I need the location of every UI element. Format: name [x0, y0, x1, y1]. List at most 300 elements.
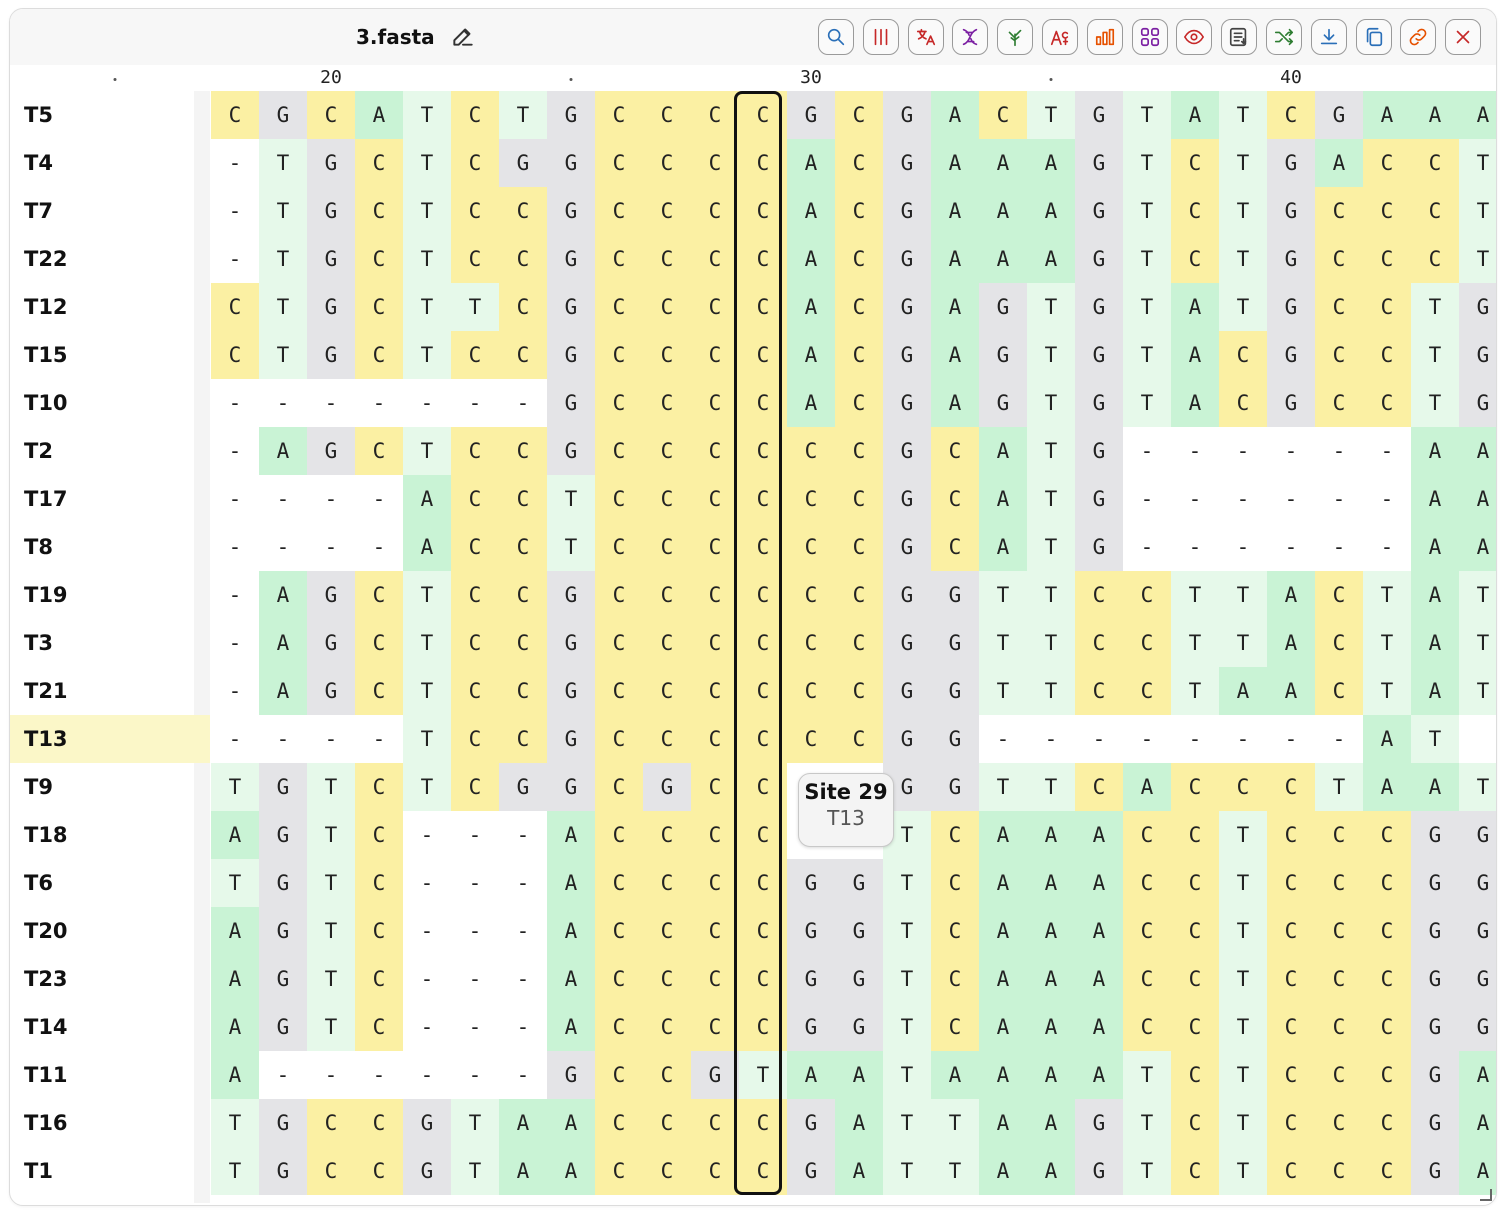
base-cell[interactable]: C	[1363, 235, 1411, 283]
base-cell[interactable]: G	[1459, 1003, 1496, 1051]
base-cell[interactable]: C	[691, 523, 739, 571]
base-cell[interactable]: A	[979, 427, 1027, 475]
base-cell[interactable]: A	[547, 1099, 595, 1147]
base-cell[interactable]: A	[787, 1051, 835, 1099]
base-cell[interactable]: T	[403, 187, 451, 235]
base-cell[interactable]: T	[1027, 283, 1075, 331]
base-cell[interactable]: G	[547, 283, 595, 331]
base-cell[interactable]: A	[211, 811, 259, 859]
base-cell[interactable]: C	[595, 1099, 643, 1147]
base-cell[interactable]: G	[787, 955, 835, 1003]
base-cell[interactable]: T	[1027, 331, 1075, 379]
base-cell[interactable]: A	[1171, 91, 1219, 139]
base-cell[interactable]: T	[1123, 1099, 1171, 1147]
base-cell[interactable]: A	[979, 523, 1027, 571]
base-cell[interactable]: C	[835, 235, 883, 283]
base-cell[interactable]: G	[1459, 283, 1496, 331]
base-cell[interactable]: A	[547, 1147, 595, 1195]
base-cell[interactable]: T	[1219, 139, 1267, 187]
base-cell[interactable]: C	[1363, 1147, 1411, 1195]
base-cell[interactable]: C	[835, 571, 883, 619]
base-cell[interactable]: C	[355, 763, 403, 811]
base-cell[interactable]: C	[643, 955, 691, 1003]
base-cell[interactable]: C	[355, 187, 403, 235]
base-cell[interactable]: -	[1219, 523, 1267, 571]
base-cell[interactable]: A	[1411, 427, 1459, 475]
base-cell[interactable]: -	[451, 955, 499, 1003]
base-cell[interactable]: C	[691, 859, 739, 907]
base-cell[interactable]: G	[787, 1003, 835, 1051]
base-cell[interactable]: A	[979, 235, 1027, 283]
base-cell[interactable]: -	[1363, 475, 1411, 523]
base-cell[interactable]: A	[979, 859, 1027, 907]
base-cell[interactable]: C	[595, 955, 643, 1003]
base-cell[interactable]: C	[355, 1099, 403, 1147]
base-cell[interactable]: A	[1363, 763, 1411, 811]
base-cell[interactable]: A	[1027, 859, 1075, 907]
base-cell[interactable]: C	[1315, 907, 1363, 955]
base-cell[interactable]: A	[979, 1099, 1027, 1147]
base-cell[interactable]: A	[547, 811, 595, 859]
base-cell[interactable]: A	[1411, 667, 1459, 715]
download-icon[interactable]	[1311, 19, 1347, 55]
base-cell[interactable]: -	[403, 1051, 451, 1099]
base-cell[interactable]: -	[499, 859, 547, 907]
base-cell[interactable]: C	[643, 187, 691, 235]
base-cell[interactable]: T	[307, 955, 355, 1003]
base-cell[interactable]: C	[643, 859, 691, 907]
grid-icon[interactable]	[1132, 19, 1168, 55]
base-cell[interactable]: T	[403, 763, 451, 811]
base-cell[interactable]: C	[595, 1003, 643, 1051]
base-cell[interactable]: T	[1219, 1003, 1267, 1051]
base-cell[interactable]: C	[739, 379, 787, 427]
base-cell[interactable]: C	[835, 139, 883, 187]
base-cell[interactable]: C	[595, 571, 643, 619]
base-cell[interactable]: C	[355, 955, 403, 1003]
base-cell[interactable]: A	[787, 235, 835, 283]
base-cell[interactable]: A	[787, 187, 835, 235]
sequence-name[interactable]: T3	[24, 631, 53, 655]
base-cell[interactable]: C	[739, 331, 787, 379]
base-cell[interactable]: T	[1219, 283, 1267, 331]
base-cell[interactable]: C	[451, 331, 499, 379]
base-cell[interactable]: A	[1219, 667, 1267, 715]
base-cell[interactable]: G	[1411, 1099, 1459, 1147]
base-cell[interactable]: C	[931, 859, 979, 907]
base-cell[interactable]: C	[1267, 91, 1315, 139]
base-cell[interactable]: C	[787, 667, 835, 715]
base-cell[interactable]: C	[451, 427, 499, 475]
base-cell[interactable]: G	[787, 859, 835, 907]
base-cell[interactable]: -	[499, 1051, 547, 1099]
base-cell[interactable]: C	[691, 331, 739, 379]
base-cell[interactable]: G	[883, 619, 931, 667]
base-cell[interactable]: T	[883, 1003, 931, 1051]
base-cell[interactable]: T	[1123, 139, 1171, 187]
base-cell[interactable]: G	[1075, 139, 1123, 187]
base-cell[interactable]: C	[1363, 811, 1411, 859]
base-cell[interactable]: G	[1075, 187, 1123, 235]
base-cell[interactable]: G	[547, 1051, 595, 1099]
base-cell[interactable]: C	[643, 235, 691, 283]
base-cell[interactable]: T	[883, 1099, 931, 1147]
base-cell[interactable]: T	[979, 619, 1027, 667]
base-cell[interactable]: C	[691, 91, 739, 139]
base-cell[interactable]: A	[211, 907, 259, 955]
base-cell[interactable]: C	[931, 811, 979, 859]
base-cell[interactable]: C	[1171, 1147, 1219, 1195]
base-cell[interactable]: C	[643, 379, 691, 427]
base-cell[interactable]: C	[691, 283, 739, 331]
base-cell[interactable]: T	[307, 907, 355, 955]
sequence-name[interactable]: T21	[24, 679, 68, 703]
base-cell[interactable]: C	[355, 667, 403, 715]
base-cell[interactable]: C	[643, 715, 691, 763]
search-icon[interactable]	[818, 19, 854, 55]
base-cell[interactable]: T	[1219, 619, 1267, 667]
base-cell[interactable]: C	[835, 427, 883, 475]
base-cell[interactable]: C	[1363, 1003, 1411, 1051]
translate-icon[interactable]	[908, 19, 944, 55]
base-cell[interactable]: -	[1123, 475, 1171, 523]
base-cell[interactable]: C	[739, 763, 787, 811]
base-cell[interactable]: C	[1075, 667, 1123, 715]
base-cell[interactable]: G	[1075, 1147, 1123, 1195]
base-cell[interactable]: T	[1123, 379, 1171, 427]
base-cell[interactable]: G	[1411, 1147, 1459, 1195]
base-cell[interactable]: C	[835, 475, 883, 523]
base-cell[interactable]: C	[451, 571, 499, 619]
base-cell[interactable]: -	[1315, 523, 1363, 571]
base-cell[interactable]: G	[547, 763, 595, 811]
base-cell[interactable]: C	[691, 571, 739, 619]
base-cell[interactable]: A	[1027, 1003, 1075, 1051]
base-cell[interactable]: T	[451, 1099, 499, 1147]
base-cell[interactable]: T	[1027, 667, 1075, 715]
base-cell[interactable]: A	[931, 1051, 979, 1099]
base-cell[interactable]: C	[595, 907, 643, 955]
base-cell[interactable]: -	[1267, 523, 1315, 571]
base-cell[interactable]: G	[883, 91, 931, 139]
base-cell[interactable]: -	[499, 379, 547, 427]
base-cell[interactable]: G	[1075, 475, 1123, 523]
base-cell[interactable]: G	[883, 283, 931, 331]
base-cell[interactable]: C	[355, 859, 403, 907]
base-cell[interactable]: G	[883, 187, 931, 235]
base-cell[interactable]: A	[787, 139, 835, 187]
base-cell[interactable]: C	[643, 523, 691, 571]
base-cell[interactable]: A	[835, 1147, 883, 1195]
sort-lines-icon[interactable]	[1221, 19, 1257, 55]
base-cell[interactable]: T	[1123, 91, 1171, 139]
base-cell[interactable]: C	[499, 427, 547, 475]
base-cell[interactable]: C	[1315, 955, 1363, 1003]
base-cell[interactable]: T	[1363, 667, 1411, 715]
base-cell[interactable]: T	[1219, 859, 1267, 907]
base-cell[interactable]: C	[1363, 331, 1411, 379]
base-cell[interactable]: T	[1027, 523, 1075, 571]
base-cell[interactable]: G	[1267, 187, 1315, 235]
base-cell[interactable]: T	[1459, 763, 1496, 811]
base-cell[interactable]: C	[1171, 1003, 1219, 1051]
base-cell[interactable]: T	[259, 235, 307, 283]
base-cell[interactable]: C	[643, 1099, 691, 1147]
base-cell[interactable]: C	[211, 91, 259, 139]
base-cell[interactable]: G	[979, 283, 1027, 331]
base-cell[interactable]: C	[1267, 1099, 1315, 1147]
base-cell[interactable]: C	[931, 475, 979, 523]
base-cell[interactable]: C	[595, 1051, 643, 1099]
base-cell[interactable]: -	[1267, 475, 1315, 523]
base-cell[interactable]: C	[1315, 331, 1363, 379]
base-cell[interactable]: G	[307, 667, 355, 715]
base-cell[interactable]: C	[1267, 907, 1315, 955]
base-cell[interactable]: A	[979, 1051, 1027, 1099]
base-cell[interactable]: -	[211, 571, 259, 619]
base-cell[interactable]: C	[595, 427, 643, 475]
base-cell[interactable]: C	[787, 715, 835, 763]
base-cell[interactable]: -	[1171, 523, 1219, 571]
base-cell[interactable]: C	[1075, 619, 1123, 667]
base-cell[interactable]: C	[643, 667, 691, 715]
base-cell[interactable]: T	[883, 955, 931, 1003]
base-cell[interactable]: C	[1219, 763, 1267, 811]
base-cell[interactable]: -	[259, 475, 307, 523]
base-cell[interactable]: -	[403, 379, 451, 427]
base-cell[interactable]: G	[883, 667, 931, 715]
base-cell[interactable]: -	[307, 475, 355, 523]
base-cell[interactable]: C	[499, 187, 547, 235]
base-cell[interactable]: A	[979, 907, 1027, 955]
base-cell[interactable]: C	[739, 1147, 787, 1195]
base-cell[interactable]: C	[691, 427, 739, 475]
sequence-name[interactable]: T14	[24, 1015, 68, 1039]
base-cell[interactable]: C	[1315, 1051, 1363, 1099]
base-cell[interactable]: A	[1363, 715, 1411, 763]
base-cell[interactable]: C	[355, 811, 403, 859]
base-cell[interactable]: C	[499, 283, 547, 331]
base-cell[interactable]: G	[1075, 283, 1123, 331]
base-cell[interactable]: -	[1315, 715, 1363, 763]
base-cell[interactable]: C	[1315, 811, 1363, 859]
base-cell[interactable]: G	[691, 1051, 739, 1099]
base-cell[interactable]: -	[1267, 427, 1315, 475]
base-cell[interactable]: G	[931, 571, 979, 619]
base-cell[interactable]: -	[211, 619, 259, 667]
shuffle-icon[interactable]	[1266, 19, 1302, 55]
sequence-name[interactable]: T7	[24, 199, 53, 223]
base-cell[interactable]: G	[1411, 1051, 1459, 1099]
base-cell[interactable]: G	[835, 907, 883, 955]
base-cell[interactable]: -	[355, 523, 403, 571]
base-cell[interactable]: G	[547, 139, 595, 187]
base-cell[interactable]: C	[739, 955, 787, 1003]
base-cell[interactable]: T	[979, 763, 1027, 811]
base-cell[interactable]: T	[1411, 379, 1459, 427]
base-cell[interactable]: C	[1171, 139, 1219, 187]
base-cell[interactable]: C	[1363, 859, 1411, 907]
base-cell[interactable]: G	[1267, 331, 1315, 379]
base-cell[interactable]: T	[1411, 283, 1459, 331]
base-cell[interactable]: A	[931, 331, 979, 379]
base-cell[interactable]: C	[931, 955, 979, 1003]
base-cell[interactable]: -	[1315, 427, 1363, 475]
base-cell[interactable]: T	[403, 571, 451, 619]
base-cell[interactable]: A	[1411, 763, 1459, 811]
base-cell[interactable]: C	[643, 1003, 691, 1051]
base-cell[interactable]: C	[1123, 571, 1171, 619]
base-cell[interactable]: C	[595, 523, 643, 571]
base-cell[interactable]: C	[355, 331, 403, 379]
base-cell[interactable]: T	[1363, 571, 1411, 619]
base-cell[interactable]: A	[259, 667, 307, 715]
base-cell[interactable]: -	[403, 1003, 451, 1051]
base-cell[interactable]: T	[1219, 1099, 1267, 1147]
base-cell[interactable]: A	[1075, 811, 1123, 859]
base-cell[interactable]: -	[1363, 427, 1411, 475]
sequence-name[interactable]: T13	[10, 715, 210, 763]
base-cell[interactable]: C	[355, 1147, 403, 1195]
base-cell[interactable]: G	[883, 475, 931, 523]
base-cell[interactable]: T	[547, 475, 595, 523]
base-cell[interactable]: -	[1027, 715, 1075, 763]
base-cell[interactable]: G	[259, 955, 307, 1003]
base-cell[interactable]: A	[1459, 523, 1496, 571]
base-cell[interactable]: T	[1123, 1051, 1171, 1099]
base-cell[interactable]: G	[1075, 523, 1123, 571]
base-cell[interactable]: G	[547, 619, 595, 667]
base-cell[interactable]: T	[883, 859, 931, 907]
base-cell[interactable]: T	[1459, 187, 1496, 235]
base-cell[interactable]: G	[547, 667, 595, 715]
base-cell[interactable]: A	[1411, 475, 1459, 523]
base-cell[interactable]: C	[1123, 811, 1171, 859]
base-cell[interactable]: A	[1027, 1099, 1075, 1147]
base-cell[interactable]: A	[1075, 859, 1123, 907]
base-cell[interactable]: A	[499, 1099, 547, 1147]
base-cell[interactable]: T	[403, 91, 451, 139]
base-cell[interactable]: -	[211, 139, 259, 187]
base-cell[interactable]: C	[355, 619, 403, 667]
base-cell[interactable]: G	[403, 1147, 451, 1195]
base-cell[interactable]: T	[1027, 619, 1075, 667]
base-cell[interactable]: G	[1075, 427, 1123, 475]
sequence-name[interactable]: T23	[24, 967, 68, 991]
base-cell[interactable]: G	[1267, 283, 1315, 331]
base-cell[interactable]: G	[835, 859, 883, 907]
base-cell[interactable]: C	[595, 619, 643, 667]
base-cell[interactable]: -	[1171, 475, 1219, 523]
base-cell[interactable]: C	[931, 523, 979, 571]
base-cell[interactable]: C	[1315, 667, 1363, 715]
base-cell[interactable]: C	[691, 235, 739, 283]
base-cell[interactable]: C	[451, 523, 499, 571]
sequence-name[interactable]: T22	[24, 247, 68, 271]
base-cell[interactable]: G	[931, 715, 979, 763]
base-cell[interactable]: C	[835, 667, 883, 715]
pencil-edit-icon[interactable]	[450, 23, 478, 51]
base-cell[interactable]: T	[1219, 811, 1267, 859]
sequence-name[interactable]: T12	[24, 295, 68, 319]
base-cell[interactable]: C	[1075, 763, 1123, 811]
base-cell[interactable]: C	[691, 1099, 739, 1147]
sequence-name[interactable]: T1	[24, 1159, 53, 1183]
base-cell[interactable]: G	[835, 1003, 883, 1051]
base-cell[interactable]: A	[547, 907, 595, 955]
base-cell[interactable]: C	[739, 571, 787, 619]
base-cell[interactable]: G	[1075, 1099, 1123, 1147]
base-cell[interactable]: -	[1075, 715, 1123, 763]
base-cell[interactable]: C	[355, 907, 403, 955]
base-cell[interactable]: C	[1315, 187, 1363, 235]
base-cell[interactable]: -	[499, 955, 547, 1003]
base-cell[interactable]: C	[739, 1099, 787, 1147]
base-cell[interactable]: C	[451, 91, 499, 139]
sequence-name[interactable]: T4	[24, 151, 53, 175]
base-cell[interactable]: A	[1363, 91, 1411, 139]
base-cell[interactable]: T	[1123, 283, 1171, 331]
base-cell[interactable]: G	[1411, 811, 1459, 859]
base-cell[interactable]: C	[739, 235, 787, 283]
base-cell[interactable]: A	[499, 1147, 547, 1195]
base-cell[interactable]: C	[1315, 619, 1363, 667]
base-cell[interactable]: T	[1315, 763, 1363, 811]
base-cell[interactable]: C	[1123, 619, 1171, 667]
base-cell[interactable]: G	[931, 667, 979, 715]
base-cell[interactable]: -	[259, 523, 307, 571]
base-cell[interactable]: -	[1315, 475, 1363, 523]
font-case-icon[interactable]	[1042, 19, 1078, 55]
base-cell[interactable]: C	[1363, 187, 1411, 235]
base-cell[interactable]: -	[499, 811, 547, 859]
base-cell[interactable]: -	[259, 1051, 307, 1099]
base-cell[interactable]: -	[1171, 427, 1219, 475]
base-cell[interactable]: T	[1027, 427, 1075, 475]
base-cell[interactable]: C	[499, 571, 547, 619]
base-cell[interactable]: C	[499, 619, 547, 667]
base-cell[interactable]: C	[835, 715, 883, 763]
base-cell[interactable]: A	[931, 187, 979, 235]
base-cell[interactable]: G	[1459, 859, 1496, 907]
base-cell[interactable]: A	[1411, 571, 1459, 619]
base-cell[interactable]: C	[1411, 235, 1459, 283]
base-cell[interactable]: A	[1459, 1051, 1496, 1099]
base-cell[interactable]: G	[1459, 811, 1496, 859]
base-cell[interactable]: C	[595, 187, 643, 235]
base-cell[interactable]: G	[547, 571, 595, 619]
base-cell[interactable]: C	[931, 427, 979, 475]
base-cell[interactable]: T	[403, 139, 451, 187]
base-cell[interactable]: A	[1459, 91, 1496, 139]
base-cell[interactable]: A	[787, 331, 835, 379]
base-cell[interactable]: -	[451, 859, 499, 907]
base-cell[interactable]: T	[1459, 235, 1496, 283]
base-cell[interactable]: T	[979, 571, 1027, 619]
base-cell[interactable]: T	[1027, 571, 1075, 619]
base-cell[interactable]: C	[1363, 907, 1411, 955]
base-cell[interactable]: A	[979, 955, 1027, 1003]
base-cell[interactable]: G	[1267, 235, 1315, 283]
base-cell[interactable]: G	[547, 187, 595, 235]
base-cell[interactable]: T	[211, 763, 259, 811]
sequence-name[interactable]: T6	[24, 871, 53, 895]
base-cell[interactable]: C	[835, 91, 883, 139]
base-cell[interactable]: -	[451, 907, 499, 955]
base-cell[interactable]: T	[1411, 331, 1459, 379]
base-cell[interactable]: C	[1267, 763, 1315, 811]
base-cell[interactable]: A	[547, 1003, 595, 1051]
